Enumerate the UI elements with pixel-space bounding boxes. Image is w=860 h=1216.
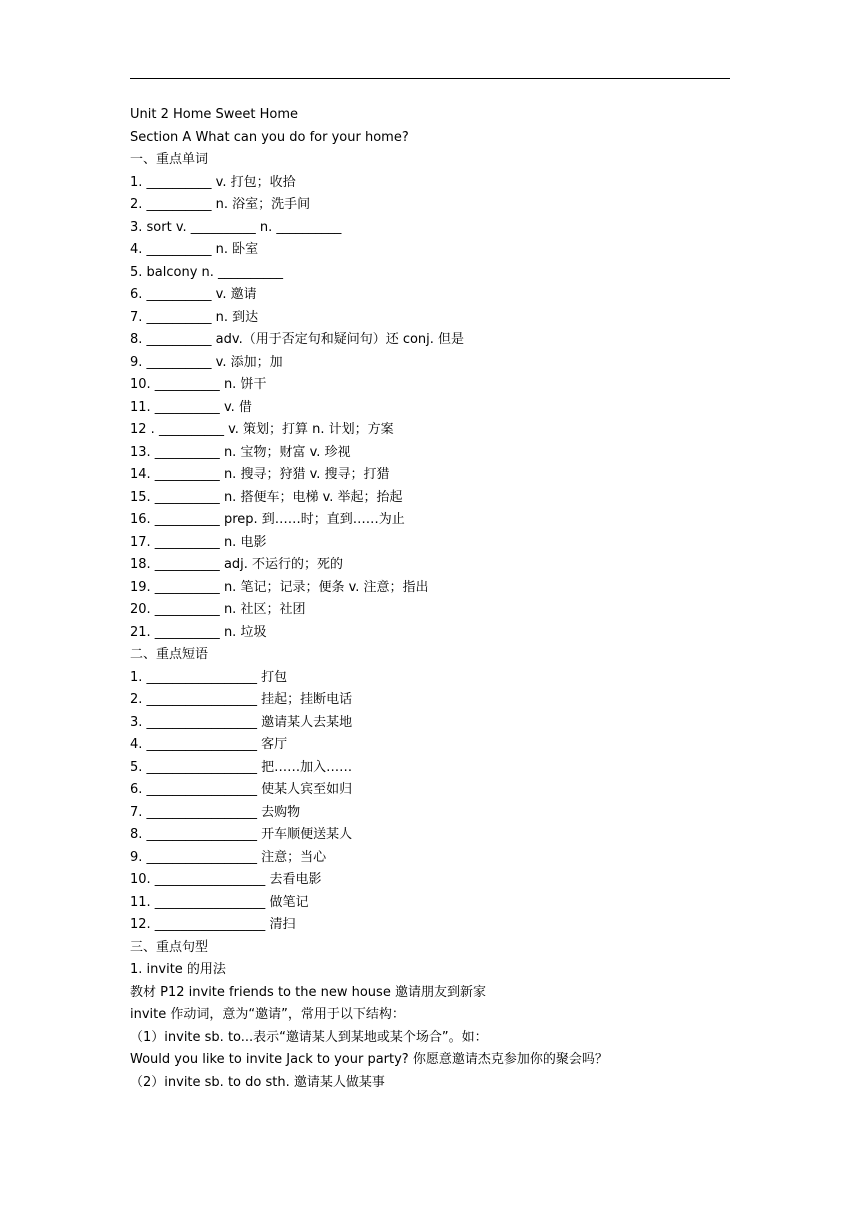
explanation-paragraph: 教材 P12 invite friends to the new house 邀请朋友到新家	[130, 984, 486, 1000]
phrase-item: 10. _________________ 去看电影	[130, 872, 322, 887]
vocab-item: 1. __________ v. 打包；收拾	[130, 174, 296, 190]
document-body	[130, 104, 750, 1094]
point-title: 1. invite 的用法	[130, 962, 226, 977]
vocab-item: 5. balcony n. __________	[130, 264, 284, 280]
phrase-item: 7. _________________ 去购物	[130, 804, 301, 820]
document-title: Unit 2 Home Sweet Home	[130, 107, 299, 122]
explanation-paragraph: invite 作动词，意为“邀请”，常用于以下结构：	[130, 1007, 405, 1022]
vocab-item: 8. __________ adv.（用于否定句和疑问句）还 conj. 但是	[130, 332, 465, 347]
example-sentence: Would you like to invite Jack to your party? 你愿意邀请杰克参加你的聚会吗？	[130, 1052, 608, 1067]
phrase-item: 4. _________________ 客厅	[130, 737, 288, 752]
phrase-item: 9. _________________ 注意；当心	[130, 849, 327, 865]
phrase-item: 12. _________________ 清扫	[130, 917, 296, 932]
phrase-item: 2. _________________ 挂起；挂断电话	[130, 692, 353, 707]
vocab-item: 21. __________ n. 垃圾	[130, 624, 267, 640]
phrase-item: 8. _________________ 开车顺便送某人	[130, 827, 353, 842]
section-heading-vocabulary: 一、重点单词	[130, 152, 209, 167]
vocab-item: 4. __________ n. 卧室	[130, 242, 259, 257]
vocab-item: 12 . __________ v. 策划；打算 n. 计划；方案	[130, 422, 394, 437]
vocab-item: 14. __________ n. 搜寻；狩猎 v. 搜寻；打猎	[130, 467, 390, 482]
vocab-item: 10. __________ n. 饼干	[130, 377, 267, 392]
explanation-paragraph: （2）invite sb. to do sth. 邀请某人做某事	[130, 1074, 385, 1090]
phrase-item: 6. _________________ 使某人宾至如归	[130, 782, 353, 797]
vocab-item: 17. __________ n. 电影	[130, 534, 267, 550]
vocab-item: 20. __________ n. 社区；社团	[130, 602, 306, 617]
vocab-item: 11. __________ v. 借	[130, 399, 252, 415]
section-subtitle: Section A What can you do for your home?	[130, 129, 409, 145]
section-heading-sentences: 三、重点句型	[130, 939, 209, 955]
explanation-paragraph: （1）invite sb. to...表示“邀请某人到某地或某个场合”。如：	[130, 1029, 488, 1045]
phrase-item: 1. _________________ 打包	[130, 669, 288, 685]
vocab-item: 7. __________ n. 到达	[130, 309, 259, 325]
phrase-item: 11. _________________ 做笔记	[130, 894, 309, 910]
header-rule	[130, 78, 730, 79]
phrase-item: 3. _________________ 邀请某人去某地	[130, 714, 353, 730]
vocab-item: 3. sort v. __________ n. __________	[130, 219, 342, 235]
vocab-item: 13. __________ n. 宝物；财富 v. 珍视	[130, 444, 351, 460]
vocab-item: 19. __________ n. 笔记；记录；便条 v. 注意；指出	[130, 579, 429, 595]
vocab-item: 16. __________ prep. 到……时；直到……为止	[130, 512, 405, 527]
section-heading-phrases: 二、重点短语	[130, 647, 209, 662]
vocab-item: 15. __________ n. 搭便车；电梯 v. 举起；抬起	[130, 489, 403, 505]
phrase-item: 5. _________________ 把……加入……	[130, 759, 353, 775]
vocab-item: 18. __________ adj. 不运行的；死的	[130, 557, 344, 572]
vocab-item: 6. __________ v. 邀请	[130, 287, 257, 302]
vocab-item: 9. __________ v. 添加；加	[130, 354, 283, 370]
vocab-item: 2. __________ n. 浴室；洗手间	[130, 197, 311, 212]
